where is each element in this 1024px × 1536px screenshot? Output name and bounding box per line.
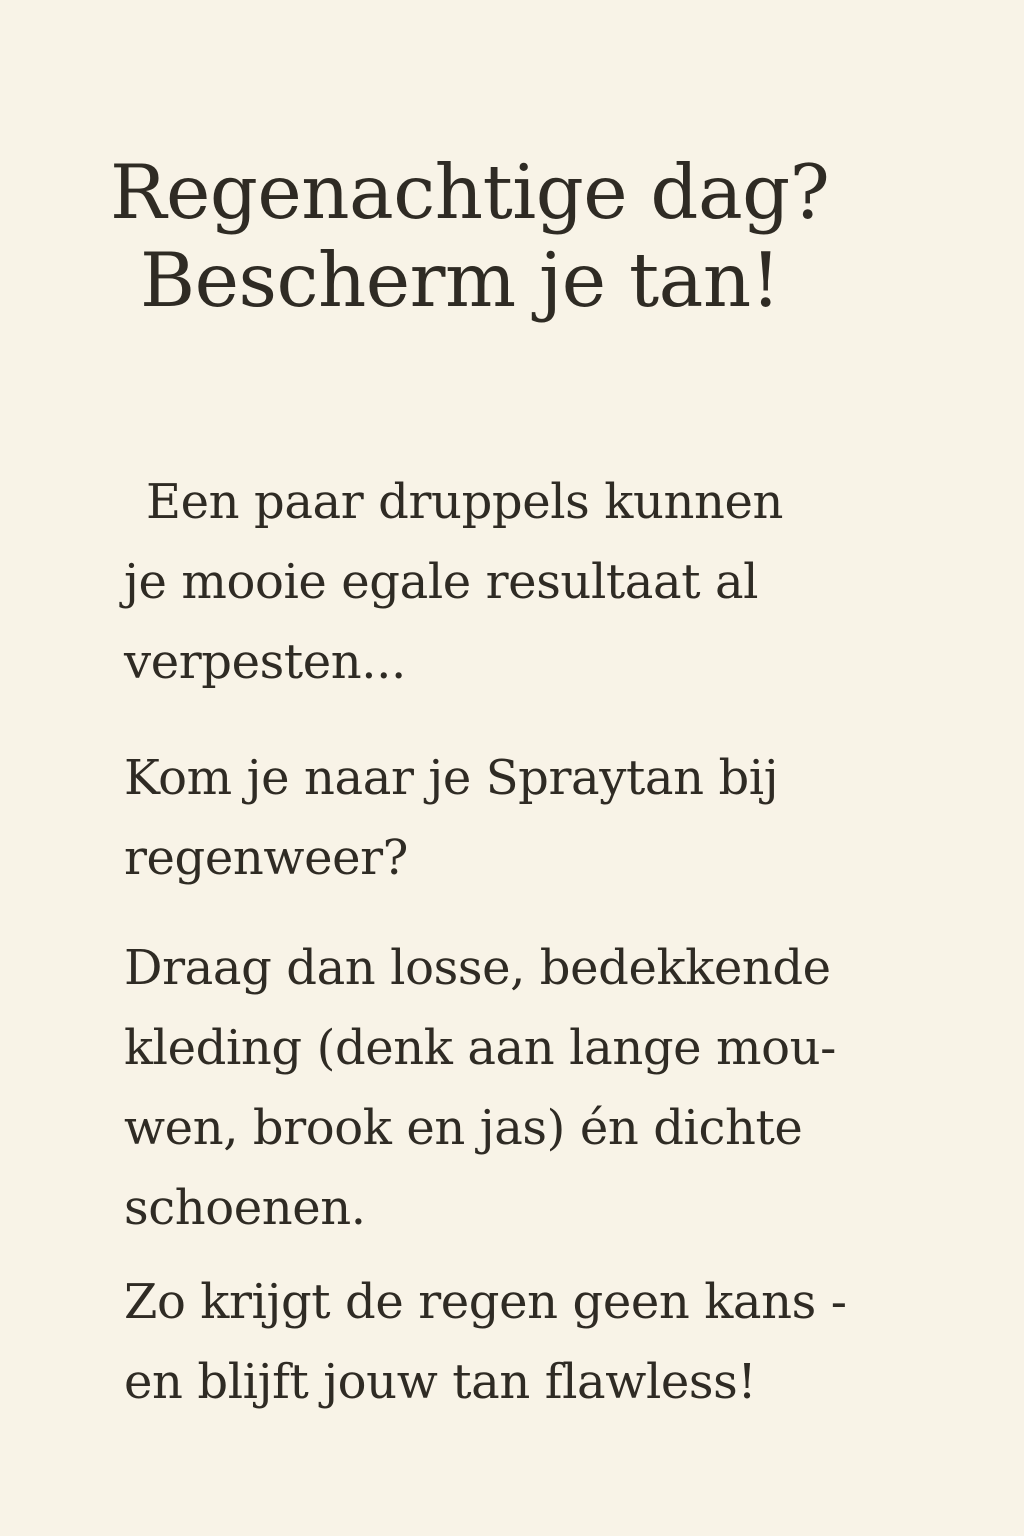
paragraph-line: kleding (denk aan lange mou-: [124, 1020, 836, 1076]
paragraph-line: Een paar druppels kunnen: [146, 474, 784, 530]
paragraph-line: regenweer?: [124, 830, 408, 886]
headline: [110, 148, 970, 324]
paragraph-line: wen, brook en jas) én dichte: [124, 1100, 803, 1156]
headline-line-2: Bescherm je tan!: [140, 236, 781, 324]
paragraph-question: [124, 738, 944, 898]
paragraph-line: Zo krijgt de regen geen kans -: [124, 1274, 847, 1330]
paragraph-rain-warning: [124, 462, 944, 702]
paragraph-line: verpesten...: [124, 634, 406, 690]
paragraph-closing: [124, 1262, 944, 1422]
paragraph-line: schoenen.: [124, 1180, 366, 1236]
headline-line-1: Regenachtige dag?: [110, 148, 830, 236]
paragraph-line: Kom je naar je Spraytan bij: [124, 750, 779, 806]
paragraph-line: Draag dan losse, bedekkende: [124, 940, 831, 996]
paragraph-line: je mooie egale resultaat al: [124, 554, 759, 610]
paragraph-line: en blijft jouw tan flawless!: [124, 1354, 757, 1410]
paragraph-advice: [124, 928, 944, 1248]
